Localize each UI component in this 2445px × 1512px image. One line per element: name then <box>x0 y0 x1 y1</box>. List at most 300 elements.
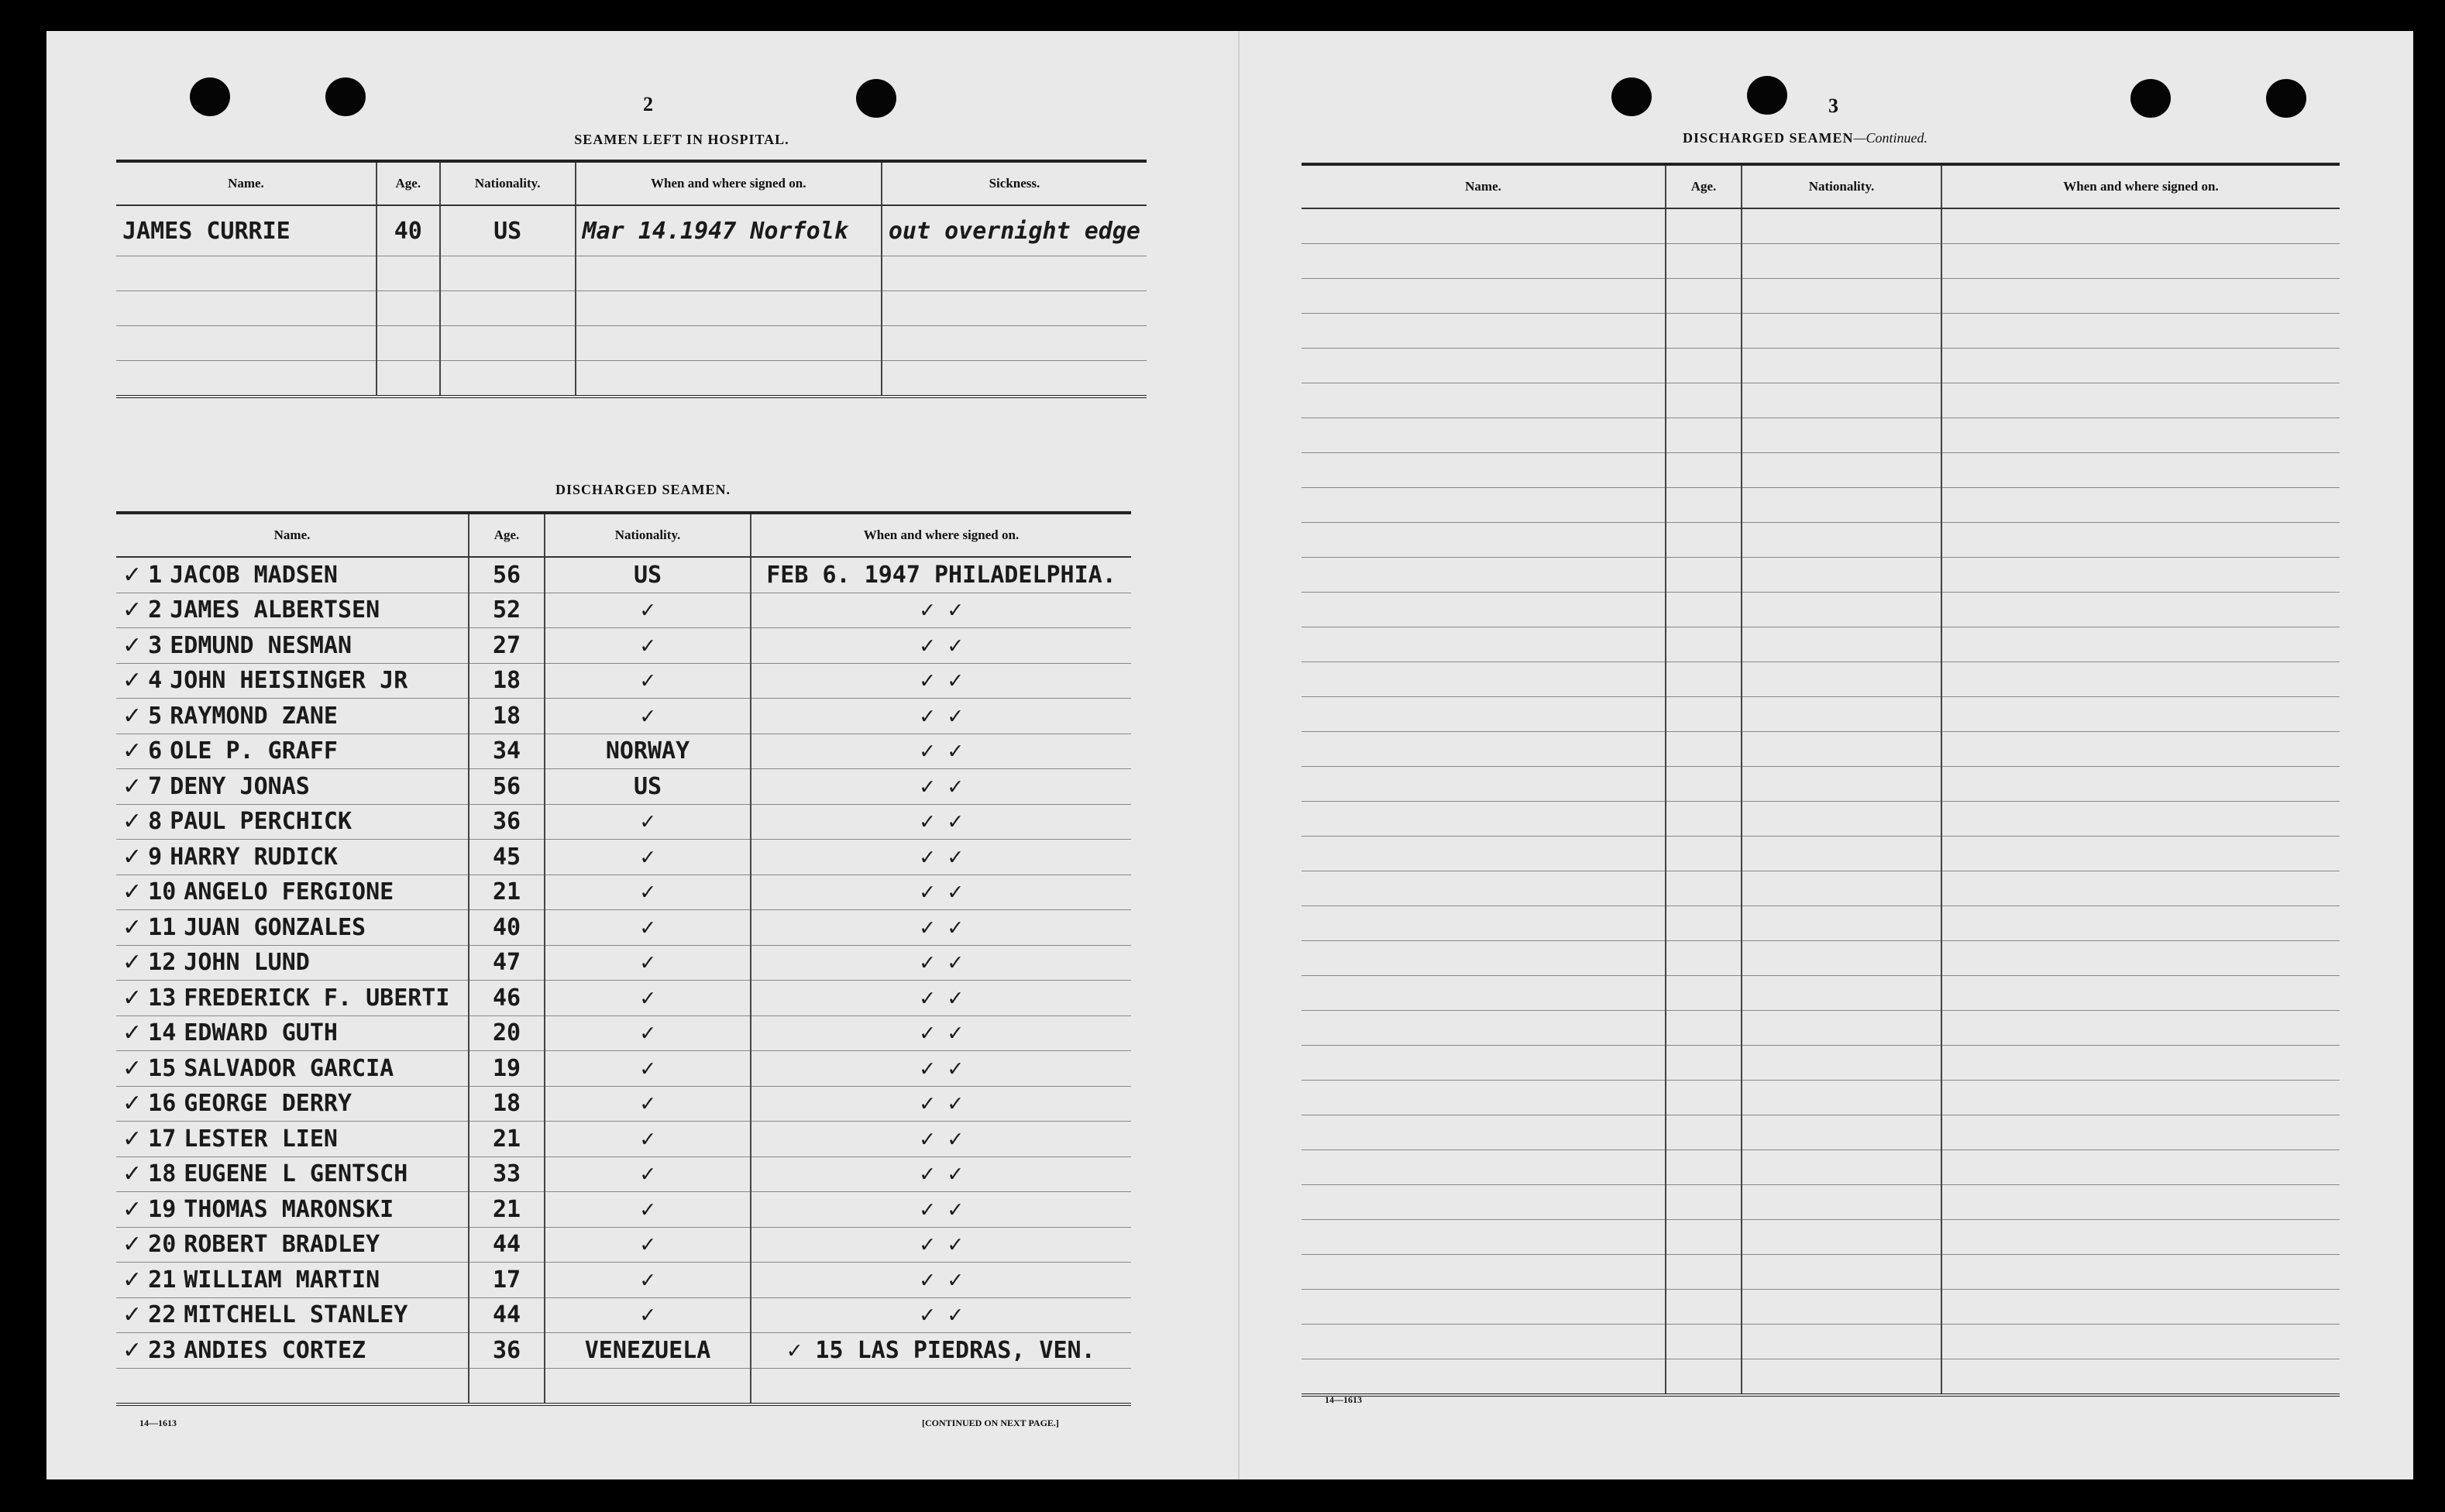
blank-row <box>1302 906 2340 941</box>
blank-row <box>1302 418 2340 453</box>
column-header: Nationality. <box>1742 164 1941 208</box>
seaman-nationality: US <box>440 205 576 256</box>
hospital-table <box>116 160 1147 398</box>
blank-cell <box>1302 1185 1666 1220</box>
blank-cell <box>1941 1011 2340 1046</box>
blank-cell <box>1941 523 2340 558</box>
blank-cell <box>1302 802 1666 837</box>
blank-row <box>1302 871 2340 906</box>
left-page <box>46 31 1240 1479</box>
blank-cell <box>1742 1290 1941 1325</box>
blank-cell <box>751 1368 1131 1404</box>
seaman-name: DENY JONAS <box>170 772 310 800</box>
discharged-row <box>116 981 1131 1016</box>
blank-row <box>1302 208 2340 244</box>
discharged-row <box>116 734 1131 769</box>
seaman-age: 18 <box>469 663 545 699</box>
blank-row <box>1302 488 2340 523</box>
blank-cell <box>576 291 882 326</box>
signed-on: ✓ ✓ <box>751 910 1131 946</box>
blank-cell <box>1302 208 1666 244</box>
blank-row <box>1302 697 2340 732</box>
blank-cell <box>1302 593 1666 627</box>
blank-cell <box>440 291 576 326</box>
title-text: DISCHARGED SEAMEN <box>1682 130 1854 146</box>
seaman-age: 47 <box>469 945 545 981</box>
blank-cell <box>1742 1150 1941 1185</box>
check-mark: ✓ <box>122 984 143 1012</box>
signed-on: ✓ ✓ <box>751 1297 1131 1333</box>
check-mark: ✓ <box>122 1195 143 1223</box>
check-mark: ✓ <box>122 1266 143 1294</box>
blank-cell <box>1666 837 1742 871</box>
discharged-row <box>116 557 1131 593</box>
blank-cell <box>1302 1359 1666 1396</box>
seaman-name-cell <box>116 840 469 875</box>
blank-cell <box>1666 732 1742 767</box>
seaman-name-cell <box>116 1192 469 1228</box>
signed-on: ✓ ✓ <box>751 1156 1131 1192</box>
blank-cell <box>882 361 1147 397</box>
column-header: When and where signed on. <box>1941 164 2340 208</box>
blank-cell <box>1666 1359 1742 1396</box>
blank-cell <box>116 361 377 397</box>
blank-cell <box>1941 453 2340 488</box>
blank-cell <box>1742 1046 1941 1081</box>
blank-cell <box>1742 1359 1941 1396</box>
blank-cell <box>882 256 1147 291</box>
blank-cell <box>1666 941 1742 976</box>
blank-row <box>1302 383 2340 418</box>
blank-cell <box>1666 871 1742 906</box>
blank-cell <box>1742 1115 1941 1150</box>
signed-on: ✓ ✓ <box>751 1122 1131 1157</box>
signed-on: ✓ ✓ <box>751 663 1131 699</box>
blank-cell <box>1302 976 1666 1011</box>
blank-row <box>1302 1011 2340 1046</box>
seaman-nationality: ✓ <box>545 910 751 946</box>
discharged-row <box>116 1333 1131 1369</box>
blank-cell <box>1941 976 2340 1011</box>
blank-cell <box>1302 1011 1666 1046</box>
blank-cell <box>1666 558 1742 593</box>
blank-cell <box>1302 1046 1666 1081</box>
row-number: 3 <box>148 631 163 659</box>
punch-hole <box>325 77 366 116</box>
blank-row <box>1302 1046 2340 1081</box>
blank-cell <box>1666 802 1742 837</box>
blank-row <box>116 361 1147 397</box>
discharged-row <box>116 804 1131 840</box>
check-mark: ✓ <box>122 878 143 906</box>
blank-cell <box>1666 906 1742 941</box>
column-header: Sickness. <box>882 161 1147 205</box>
seaman-nationality: ✓ <box>545 1122 751 1157</box>
seaman-age: 56 <box>469 557 545 593</box>
page-number: 2 <box>643 93 653 115</box>
title-continued: —Continued. <box>1853 130 1928 146</box>
discharged-row <box>116 1227 1131 1263</box>
seaman-nationality: ✓ <box>545 1263 751 1298</box>
blank-cell <box>1742 732 1941 767</box>
blank-cell <box>1742 279 1941 314</box>
seaman-name: MITCHELL STANLEY <box>184 1301 408 1329</box>
blank-cell <box>1742 208 1941 244</box>
seaman-name: RAYMOND ZANE <box>170 702 338 730</box>
blank-cell <box>1302 349 1666 383</box>
hospital-row <box>116 205 1147 256</box>
column-header: Age. <box>1666 164 1742 208</box>
seaman-name-cell <box>116 557 469 593</box>
seaman-name: JAMES ALBERTSEN <box>170 596 380 624</box>
seaman-name-cell <box>116 769 469 805</box>
blank-cell <box>1941 208 2340 244</box>
form-number: 14—1613 <box>1325 1394 1362 1405</box>
blank-cell <box>1302 732 1666 767</box>
signed-on: FEB 6. 1947 PHILADELPHIA. <box>751 557 1131 593</box>
blank-cell <box>1302 767 1666 802</box>
sickness: out overnight edge <box>882 205 1147 256</box>
signed-on: ✓ ✓ <box>751 1227 1131 1263</box>
seaman-age: 36 <box>469 1333 545 1369</box>
blank-cell <box>1302 314 1666 349</box>
blank-cell <box>1742 244 1941 279</box>
blank-cell <box>545 1368 751 1404</box>
blank-row <box>1302 1150 2340 1185</box>
seaman-age: 19 <box>469 1051 545 1087</box>
row-number: 23 <box>148 1336 177 1364</box>
seaman-age: 52 <box>469 593 545 628</box>
blank-cell <box>1742 453 1941 488</box>
seaman-age: 18 <box>469 699 545 734</box>
check-mark: ✓ <box>122 843 143 871</box>
seaman-age: 45 <box>469 840 545 875</box>
blank-cell <box>1742 697 1941 732</box>
row-number: 1 <box>148 561 163 589</box>
blank-cell <box>1302 871 1666 906</box>
blank-cell <box>377 326 440 361</box>
blank-cell <box>440 326 576 361</box>
column-header: When and where signed on. <box>751 513 1131 557</box>
blank-cell <box>1941 279 2340 314</box>
blank-cell <box>1742 1081 1941 1115</box>
signed-on: ✓ 15 LAS PIEDRAS, VEN. <box>751 1333 1131 1369</box>
blank-row <box>116 291 1147 326</box>
blank-cell <box>1666 767 1742 802</box>
blank-cell <box>1666 662 1742 697</box>
seaman-age: 17 <box>469 1263 545 1298</box>
discharged-row <box>116 945 1131 981</box>
seaman-name: OLE P. GRAFF <box>170 737 338 765</box>
row-number: 11 <box>148 913 177 941</box>
seaman-name-cell <box>116 1051 469 1087</box>
seaman-nationality: ✓ <box>545 593 751 628</box>
blank-row <box>1302 767 2340 802</box>
blank-row <box>1302 1220 2340 1255</box>
blank-cell <box>1666 208 1742 244</box>
row-number: 7 <box>148 772 163 800</box>
seaman-nationality: VENEZUELA <box>545 1333 751 1369</box>
blank-cell <box>1302 279 1666 314</box>
blank-cell <box>1302 627 1666 662</box>
discharged-row <box>116 1192 1131 1228</box>
seaman-age: 18 <box>469 1086 545 1122</box>
row-number: 9 <box>148 843 163 871</box>
blank-cell <box>1666 1220 1742 1255</box>
discharged-row <box>116 875 1131 910</box>
blank-cell <box>1666 1325 1742 1359</box>
column-header: Name. <box>116 513 469 557</box>
blank-cell <box>1666 418 1742 453</box>
check-mark: ✓ <box>122 1054 143 1082</box>
blank-cell <box>1666 593 1742 627</box>
blank-cell <box>1941 1081 2340 1115</box>
discharged-row <box>116 628 1131 664</box>
row-number: 5 <box>148 702 163 730</box>
check-mark: ✓ <box>122 631 143 659</box>
blank-cell <box>1302 906 1666 941</box>
seaman-name-cell <box>116 945 469 981</box>
blank-cell <box>1941 802 2340 837</box>
discharged-row <box>116 1263 1131 1298</box>
blank-cell <box>1941 349 2340 383</box>
blank-row <box>1302 976 2340 1011</box>
blank-cell <box>1941 1220 2340 1255</box>
blank-row <box>1302 1255 2340 1290</box>
blank-row <box>1302 837 2340 871</box>
seaman-nationality: ✓ <box>545 1051 751 1087</box>
seaman-age: 44 <box>469 1297 545 1333</box>
row-number: 17 <box>148 1125 177 1153</box>
blank-cell <box>1742 906 1941 941</box>
blank-cell <box>1941 1255 2340 1290</box>
row-number: 19 <box>148 1195 177 1223</box>
blank-row <box>1302 593 2340 627</box>
blank-cell <box>1302 1081 1666 1115</box>
blank-cell <box>1302 418 1666 453</box>
blank-cell <box>440 256 576 291</box>
blank-cell <box>1302 697 1666 732</box>
seaman-name: ROBERT BRADLEY <box>184 1231 380 1259</box>
blank-cell <box>440 361 576 397</box>
seaman-nationality: ✓ <box>545 628 751 664</box>
blank-row <box>1302 1115 2340 1150</box>
blank-cell <box>1941 767 2340 802</box>
blank-cell <box>1941 488 2340 523</box>
discharged-continued-table <box>1302 163 2340 1397</box>
discharged-row <box>116 769 1131 805</box>
blank-row <box>1302 558 2340 593</box>
check-mark: ✓ <box>122 1019 143 1047</box>
signed-on: ✓ ✓ <box>751 875 1131 910</box>
blank-cell <box>1941 871 2340 906</box>
seaman-name: JACOB MADSEN <box>170 561 338 589</box>
column-header: Nationality. <box>440 161 576 205</box>
blank-cell <box>1302 453 1666 488</box>
blank-cell <box>1941 837 2340 871</box>
blank-cell <box>1742 418 1941 453</box>
discharged-table <box>116 511 1131 1406</box>
blank-cell <box>1302 662 1666 697</box>
blank-cell <box>1666 976 1742 1011</box>
blank-row <box>1302 802 2340 837</box>
check-mark: ✓ <box>122 1090 143 1118</box>
seaman-name-cell <box>116 1015 469 1051</box>
blank-cell <box>1302 1150 1666 1185</box>
seaman-name-cell <box>116 1333 469 1369</box>
seaman-name-cell <box>116 699 469 734</box>
column-header: Name. <box>116 161 377 205</box>
seaman-age: 21 <box>469 1192 545 1228</box>
form-number: 14—1613 <box>139 1418 177 1428</box>
seaman-nationality: ✓ <box>545 1086 751 1122</box>
signed-on: ✓ ✓ <box>751 699 1131 734</box>
seaman-age: 20 <box>469 1015 545 1051</box>
seaman-name-cell <box>116 734 469 769</box>
seaman-name-cell <box>116 1297 469 1333</box>
signed-on: ✓ ✓ <box>751 593 1131 628</box>
seaman-name-cell <box>116 593 469 628</box>
seaman-nationality: ✓ <box>545 945 751 981</box>
blank-cell <box>1941 732 2340 767</box>
seaman-nationality: US <box>545 557 751 593</box>
check-mark: ✓ <box>122 667 143 695</box>
punch-hole <box>856 79 896 118</box>
blank-cell <box>1666 627 1742 662</box>
blank-cell <box>1941 1115 2340 1150</box>
blank-cell <box>116 1368 469 1404</box>
seaman-name: JAMES CURRIE <box>116 205 377 256</box>
check-mark: ✓ <box>122 1125 143 1153</box>
check-mark: ✓ <box>122 808 143 836</box>
seaman-age: 36 <box>469 804 545 840</box>
row-number: 2 <box>148 596 163 624</box>
row-number: 21 <box>148 1266 177 1294</box>
punch-hole <box>1747 76 1787 115</box>
blank-cell <box>1941 697 2340 732</box>
blank-row <box>1302 523 2340 558</box>
blank-row <box>1302 941 2340 976</box>
blank-cell <box>1742 383 1941 418</box>
blank-cell <box>1941 1325 2340 1359</box>
discharged-row <box>116 840 1131 875</box>
seaman-name: PAUL PERCHICK <box>170 808 352 836</box>
seaman-name: JUAN GONZALES <box>184 913 366 941</box>
blank-cell <box>1666 697 1742 732</box>
discharged-section-title: DISCHARGED SEAMEN. <box>555 482 731 497</box>
blank-cell <box>1941 1185 2340 1220</box>
blank-row <box>1302 1325 2340 1359</box>
seaman-name: EUGENE L GENTSCH <box>184 1160 408 1188</box>
seaman-name: LESTER LIEN <box>184 1125 338 1153</box>
seaman-nationality: ✓ <box>545 1156 751 1192</box>
blank-cell <box>1666 1290 1742 1325</box>
blank-cell <box>1941 1290 2340 1325</box>
row-number: 4 <box>148 667 163 695</box>
blank-cell <box>1742 662 1941 697</box>
blank-cell <box>1666 1046 1742 1081</box>
seaman-name: ANGELO FERGIONE <box>184 878 394 906</box>
blank-cell <box>377 256 440 291</box>
signed-on: ✓ ✓ <box>751 734 1131 769</box>
seaman-nationality: ✓ <box>545 1015 751 1051</box>
blank-cell <box>1941 314 2340 349</box>
signed-on: ✓ ✓ <box>751 840 1131 875</box>
blank-cell <box>1302 941 1666 976</box>
blank-cell <box>1302 1255 1666 1290</box>
seaman-name: WILLIAM MARTIN <box>184 1266 380 1294</box>
blank-cell <box>882 326 1147 361</box>
seaman-name: HARRY RUDICK <box>170 843 338 871</box>
seaman-name-cell <box>116 1227 469 1263</box>
seaman-age: 44 <box>469 1227 545 1263</box>
blank-cell <box>1742 558 1941 593</box>
row-number: 15 <box>148 1054 177 1082</box>
seaman-age: 33 <box>469 1156 545 1192</box>
row-number: 16 <box>148 1090 177 1118</box>
seaman-name-cell <box>116 1086 469 1122</box>
blank-row <box>1302 627 2340 662</box>
seaman-age: 34 <box>469 734 545 769</box>
blank-cell <box>1742 837 1941 871</box>
check-mark: ✓ <box>122 772 143 800</box>
seaman-name-cell <box>116 1122 469 1157</box>
blank-cell <box>1666 1115 1742 1150</box>
row-number: 12 <box>148 949 177 977</box>
blank-row <box>1302 732 2340 767</box>
seaman-nationality: ✓ <box>545 1227 751 1263</box>
punch-hole <box>2130 79 2171 118</box>
blank-cell <box>1941 941 2340 976</box>
blank-cell <box>1666 1185 1742 1220</box>
blank-row <box>116 256 1147 291</box>
signed-on: Mar 14.1947 Norfolk <box>576 205 882 256</box>
discharged-continued-title <box>1573 130 2038 146</box>
check-mark: ✓ <box>122 737 143 765</box>
row-number: 22 <box>148 1301 177 1329</box>
blank-row <box>1302 314 2340 349</box>
blank-row <box>1302 662 2340 697</box>
check-mark: ✓ <box>122 913 143 941</box>
check-mark: ✓ <box>122 596 143 624</box>
signed-on: ✓ ✓ <box>751 1192 1131 1228</box>
blank-row <box>116 326 1147 361</box>
blank-cell <box>1302 523 1666 558</box>
blank-cell <box>1941 558 2340 593</box>
column-header: When and where signed on. <box>576 161 882 205</box>
blank-cell <box>1742 488 1941 523</box>
signed-on: ✓ ✓ <box>751 945 1131 981</box>
blank-cell <box>1941 662 2340 697</box>
seaman-name-cell <box>116 1156 469 1192</box>
blank-cell <box>1742 802 1941 837</box>
blank-cell <box>1666 453 1742 488</box>
discharged-row <box>116 1122 1131 1157</box>
blank-cell <box>1742 1220 1941 1255</box>
blank-cell <box>1302 1115 1666 1150</box>
blank-cell <box>1742 593 1941 627</box>
blank-cell <box>377 291 440 326</box>
blank-cell <box>1941 1150 2340 1185</box>
blank-cell <box>1941 1046 2340 1081</box>
signed-on: ✓ ✓ <box>751 981 1131 1016</box>
seaman-age: 46 <box>469 981 545 1016</box>
blank-row <box>1302 1290 2340 1325</box>
blank-cell <box>1302 1290 1666 1325</box>
blank-cell <box>1302 837 1666 871</box>
seaman-nationality: ✓ <box>545 875 751 910</box>
blank-row <box>1302 1185 2340 1220</box>
